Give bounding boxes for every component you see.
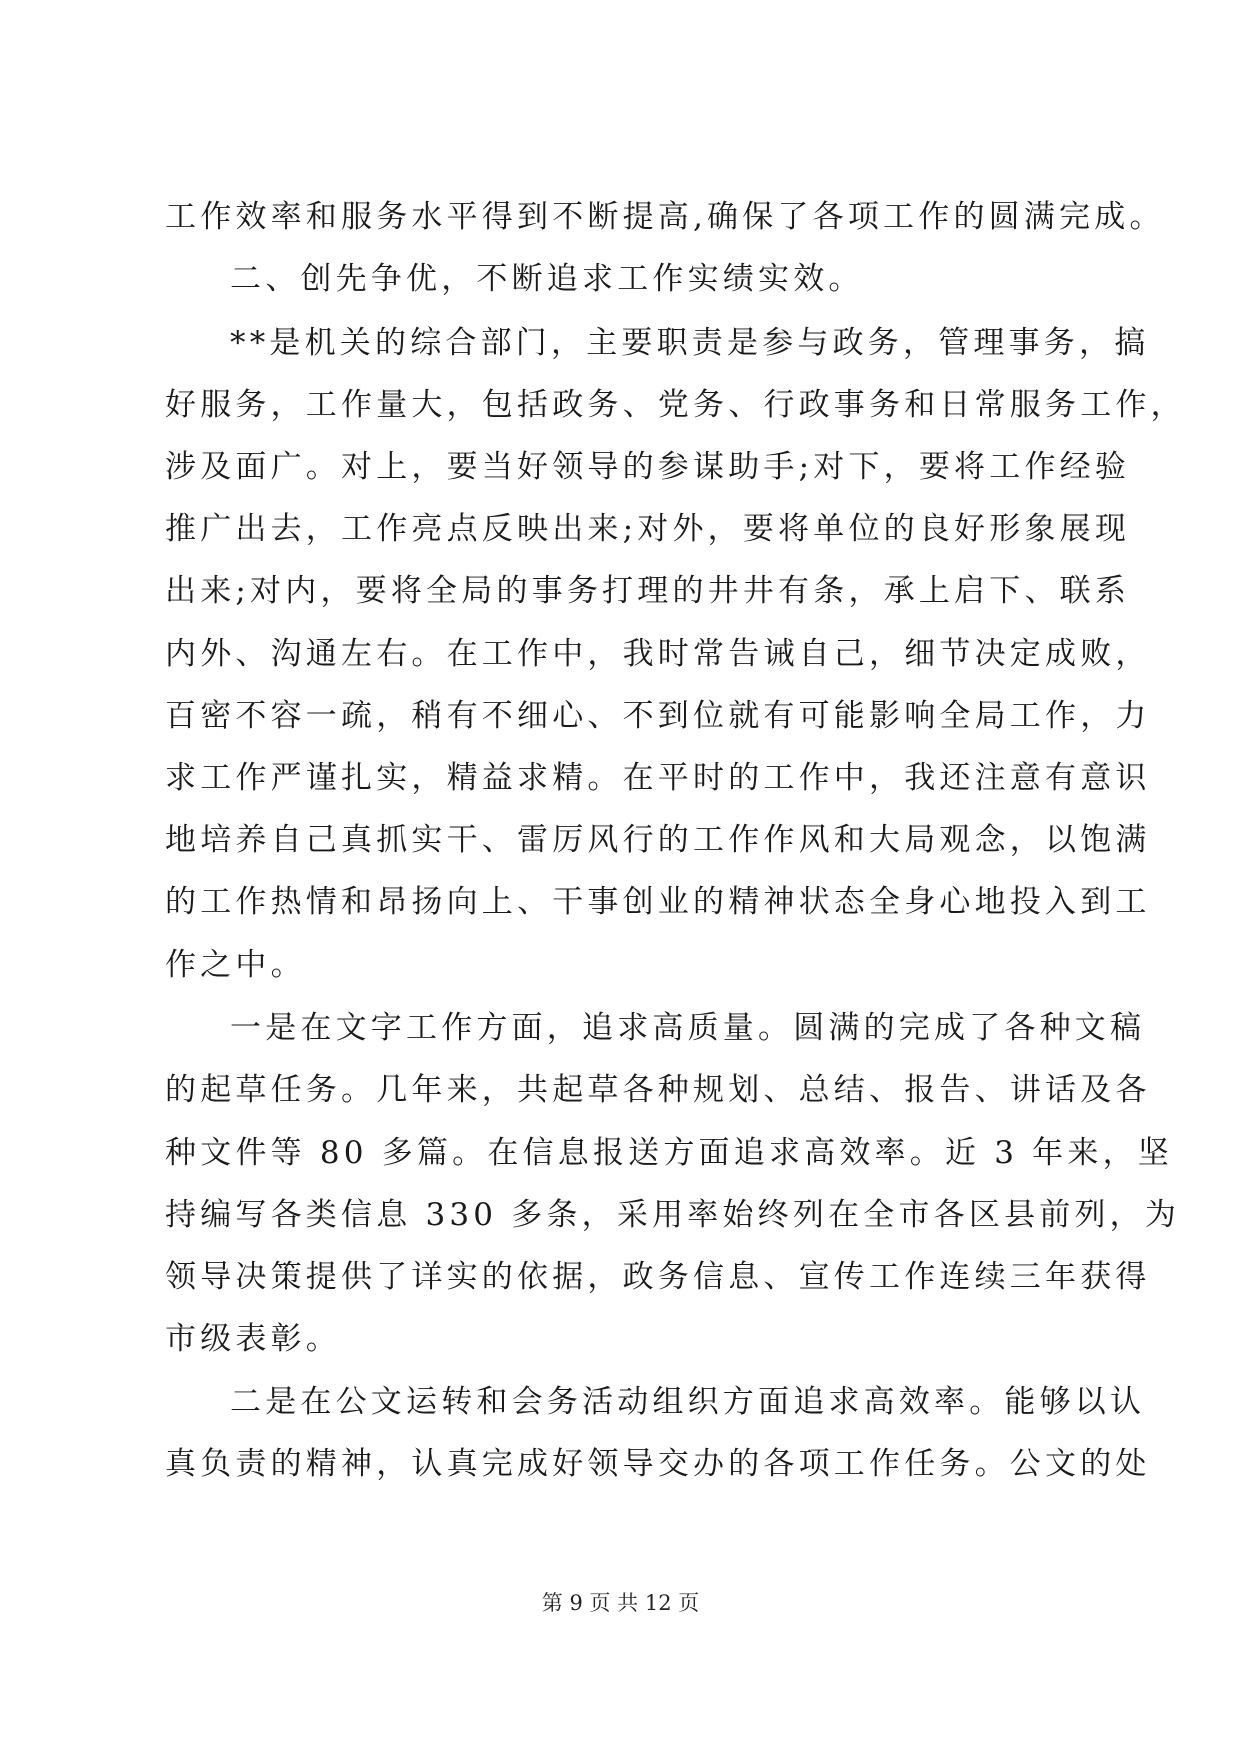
text-line: 持编写各类信息 330 多条，采用率始终列在全市各区县前列，为 <box>165 1197 1181 1233</box>
text-line: **是机关的综合部门，主要职责是参与政务，管理事务，搞 <box>230 325 1150 361</box>
text-line: 求工作严谨扎实，精益求精。在平时的工作中，我还注意有意识 <box>165 760 1151 796</box>
text-line: 真负责的精神，认真完成好领导交办的各项工作任务。公文的处 <box>165 1446 1151 1482</box>
text-line: 领导决策提供了详实的依据，政务信息、宣传工作连续三年获得 <box>165 1259 1151 1295</box>
text-line: 的工作热情和昂扬向上、干事创业的精神状态全身心地投入到工 <box>165 884 1151 920</box>
text-line: 出来;对内，要将全局的事务打理的井井有条，承上启下、联系 <box>165 573 1131 609</box>
text-line: 内外、沟通左右。在工作中，我时常告诫自己，细节决定成败， <box>165 636 1151 672</box>
text-line: 作之中。 <box>165 947 306 983</box>
text-line: 工作效率和服务水平得到不断提高,确保了各项工作的圆满完成。 <box>165 199 1165 235</box>
text-line: 地培养自己真抓实干、雷厉风行的工作作风和大局观念，以饱满 <box>165 822 1151 858</box>
text-line: 涉及面广。对上，要当好领导的参谋助手;对下，要将工作经验 <box>165 449 1131 485</box>
text-line: 百密不容一疏，稍有不细心、不到位就有可能影响全局工作，力 <box>165 698 1151 734</box>
page-number-footer: 第 9 页 共 12 页 <box>541 1591 700 1615</box>
text-line: 一是在文字工作方面，追求高质量。圆满的完成了各种文稿 <box>230 1010 1146 1046</box>
text-line: 推广出去，工作亮点反映出来;对外，要将单位的良好形象展现 <box>165 511 1131 547</box>
text-line: 二是在公文运转和会务活动组织方面追求高效率。能够以认 <box>230 1384 1146 1420</box>
section-heading: 二、创先争优，不断追求工作实绩实效。 <box>230 261 864 297</box>
text-line: 的起草任务。几年来，共起草各种规划、总结、报告、讲话及各 <box>165 1072 1151 1108</box>
text-line: 市级表彰。 <box>165 1321 341 1357</box>
text-line: 好服务，工作量大，包括政务、党务、行政事务和日常服务工作， <box>165 387 1186 423</box>
text-line: 种文件等 80 多篇。在信息报送方面追求高效率。近 3 年来，坚 <box>165 1135 1173 1171</box>
